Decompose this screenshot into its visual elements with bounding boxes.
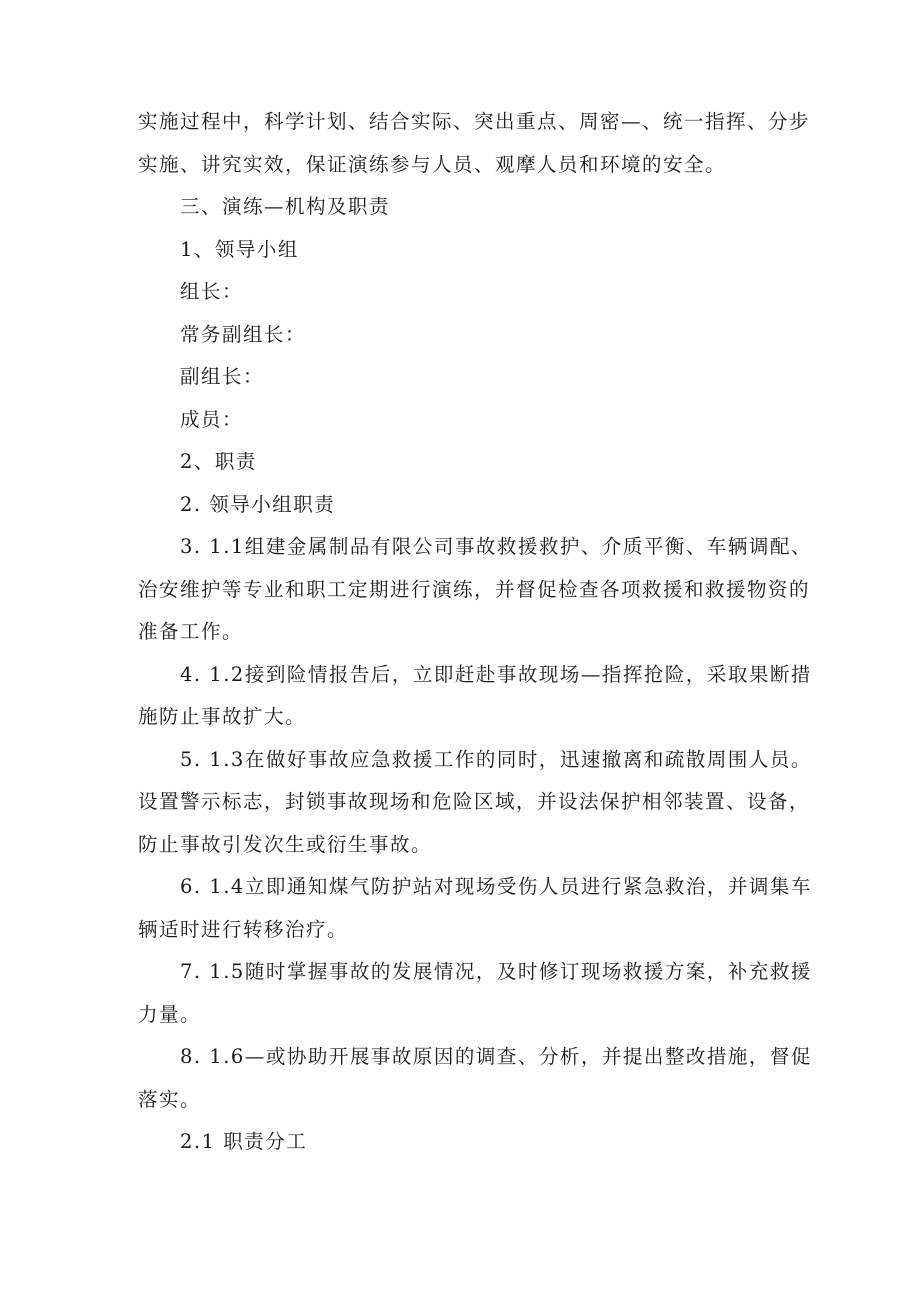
text-line: 施防止事故扩大。 [138, 705, 307, 728]
field-label: 副组长： [180, 365, 265, 388]
section-heading: 三、演练—机构及职责 [180, 195, 391, 218]
text-line: 准备工作。 [138, 620, 244, 643]
text-line: 辆适时进行转移治疗。 [138, 917, 349, 941]
text-line: 8. 1.6—或协助开展事故原因的调查、分析，并提出整改措施，督促 [180, 1045, 812, 1068]
text-line: 6. 1.4立即通知煤气防护站对现场受伤人员进行紧急救治，并调集车 [180, 875, 812, 898]
document-page [138, 101, 812, 1164]
field-label: 组长： [180, 280, 244, 303]
text-line: 5. 1.3在做好事故应急救援工作的同时，迅速撤离和疏散周围人员。 [180, 747, 812, 771]
text-line: 实施、讲究实效，保证演练参与人员、观摩人员和环境的安全。 [138, 152, 727, 176]
field-label: 常务副组长： [180, 322, 307, 346]
text-line: 设置警示标志，封锁事故现场和危险区域，并设法保护相邻装置、设备， [138, 790, 811, 813]
text-line: 4. 1.2接到险情报告后，立即赶赴事故现场—指挥抢险，采取果断措 [180, 662, 812, 686]
subsection-heading: 2. 领导小组职责 [180, 492, 336, 516]
subsection-heading: 2.1 职责分工 [180, 1130, 308, 1153]
text-line: 3. 1.1组建金属制品有限公司事故救援救护、介质平衡、车辆调配、 [180, 535, 812, 558]
text-line: 防止事故引发次生或衍生事故。 [138, 832, 433, 856]
text-line: 落实。 [138, 1087, 202, 1111]
field-label: 成员： [180, 407, 244, 431]
text-line: 实施过程中，科学计划、结合实际、突出重点、周密—、统一指挥、分步 [138, 110, 811, 133]
subsection-heading: 1、领导小组 [180, 237, 299, 261]
text-line: 7. 1.5随时掌握事故的发展情况，及时修订现场救援方案，补充救援 [180, 960, 812, 983]
text-line: 治安维护等专业和职工定期进行演练，并督促检查各项救援和救援物资的 [138, 577, 811, 601]
subsection-heading: 2、职责 [180, 450, 257, 473]
text-line: 力量。 [138, 1002, 202, 1026]
